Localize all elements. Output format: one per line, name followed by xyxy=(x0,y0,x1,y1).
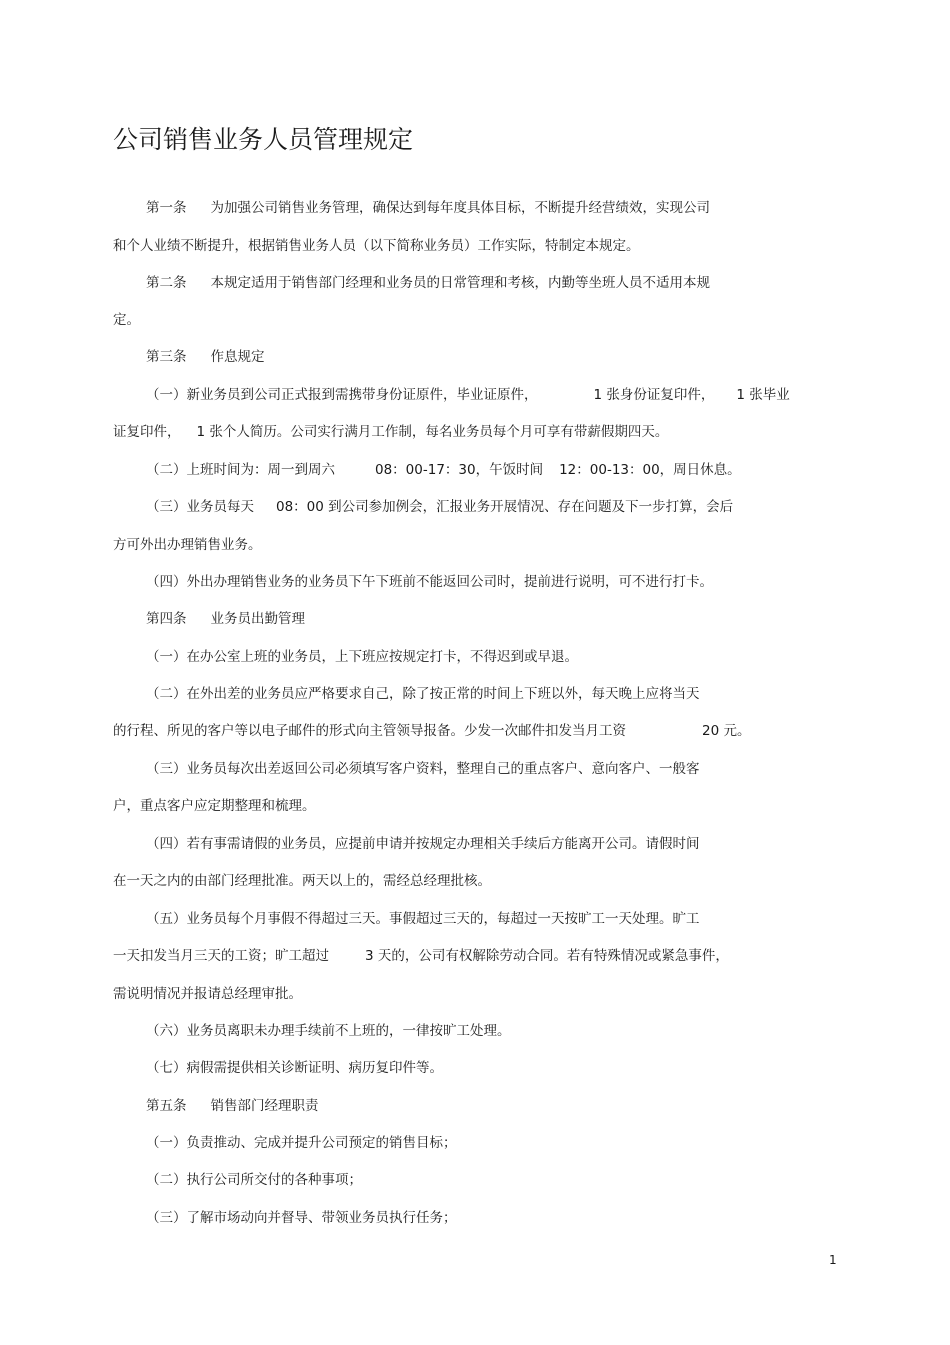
article-label: 第四条 xyxy=(146,611,187,627)
article-label: 第一条 xyxy=(146,200,187,216)
article-3-heading: 第三条 作息规定 xyxy=(146,349,265,365)
article-5-item-1: （一）负责推动、完成并提升公司预定的销售目标； xyxy=(146,1135,457,1151)
article-5-item-2: （二）执行公司所交付的各种事项； xyxy=(146,1172,362,1188)
article-4-item-6: （六）业务员离职未办理手续前不上班的，一律按旷工处理。 xyxy=(146,1023,511,1039)
article-3-item-1-line-2: 证复印件， 1 张个人简历。公司实行满月工作制，每名业务员每个月可享有带薪假期四天。 xyxy=(113,424,669,440)
article-4-item-5-line-1: （五）业务员每个月事假不得超过三天。事假超过三天的，每超过一天按旷工一天处理。旷工 xyxy=(146,911,700,927)
article-label: 第二条 xyxy=(146,275,187,291)
article-2-line-2: 定。 xyxy=(113,312,140,328)
article-4-item-7: （七）病假需提供相关诊断证明、病历复印件等。 xyxy=(146,1060,443,1076)
document-title: 公司销售业务人员管理规定 xyxy=(113,125,414,154)
article-4-item-3-line-2: 户，重点客户应定期整理和梳理。 xyxy=(113,798,316,814)
article-4-item-4-line-1: （四）若有事需请假的业务员，应提前申请并按规定办理相关手续后方能离开公司。请假时间 xyxy=(146,836,700,852)
article-3-item-1-line-1: （一）新业务员到公司正式报到需携带身份证原件，毕业证原件， 1 张身份证复印件， 1 张毕业 xyxy=(146,387,790,403)
article-4-heading: 第四条 业务员出勤管理 xyxy=(146,611,305,627)
article-label: 第三条 xyxy=(146,349,187,365)
article-4-item-2-line-1: （二）在外出差的业务员应严格要求自己，除了按正常的时间上下班以外，每天晚上应将当天 xyxy=(146,686,700,702)
article-4-item-5-line-2: 一天扣发当月三天的工资；旷工超过 3 天的，公司有权解除劳动合同。若有特殊情况或紧急事件， xyxy=(113,948,729,964)
article-3-item-4: （四）外出办理销售业务的业务员下午下班前不能返回公司时，提前进行说明，可不进行打卡。 xyxy=(146,574,713,590)
article-2-line-1: 第二条 本规定适用于销售部门经理和业务员的日常管理和考核，内勤等坐班人员不适用本规 xyxy=(146,275,710,291)
article-3-item-2: （二）上班时间为：周一到周六 08：00-17：30，午饭时间 12：00-13：00，周日休息。 xyxy=(146,462,741,478)
article-5-heading: 第五条 销售部门经理职责 xyxy=(146,1098,319,1114)
article-1-line-1: 第一条 为加强公司销售业务管理，确保达到每年度具体目标，不断提升经营绩效，实现公司 xyxy=(146,200,710,216)
article-3-item-3-line-2: 方可外出办理销售业务。 xyxy=(113,537,262,553)
article-4-item-3-line-1: （三）业务员每次出差返回公司必须填写客户资料，整理自己的重点客户、意向客户、一般客 xyxy=(146,761,700,777)
article-label: 第五条 xyxy=(146,1098,187,1114)
article-4-item-1: （一）在办公室上班的业务员，上下班应按规定打卡，不得迟到或早退。 xyxy=(146,649,578,665)
article-3-item-3-line-1: （三）业务员每天 08：00 到公司参加例会，汇报业务开展情况、存在问题及下一步打算，会后 xyxy=(146,499,734,515)
page-number: 1 xyxy=(829,1253,837,1267)
article-4-item-4-line-2: 在一天之内的由部门经理批准。两天以上的，需经总经理批核。 xyxy=(113,873,491,889)
article-4-item-5-line-3: 需说明情况并报请总经理审批。 xyxy=(113,986,302,1002)
article-1-line-2: 和个人业绩不断提升，根据销售业务人员（以下简称业务员）工作实际，特制定本规定。 xyxy=(113,238,640,254)
article-4-item-2-line-2: 的行程、所见的客户等以电子邮件的形式向主管领导报备。少发一次邮件扣发当月工资 20 元。 xyxy=(113,723,751,739)
article-5-item-3: （三）了解市场动向并督导、带领业务员执行任务； xyxy=(146,1210,457,1226)
